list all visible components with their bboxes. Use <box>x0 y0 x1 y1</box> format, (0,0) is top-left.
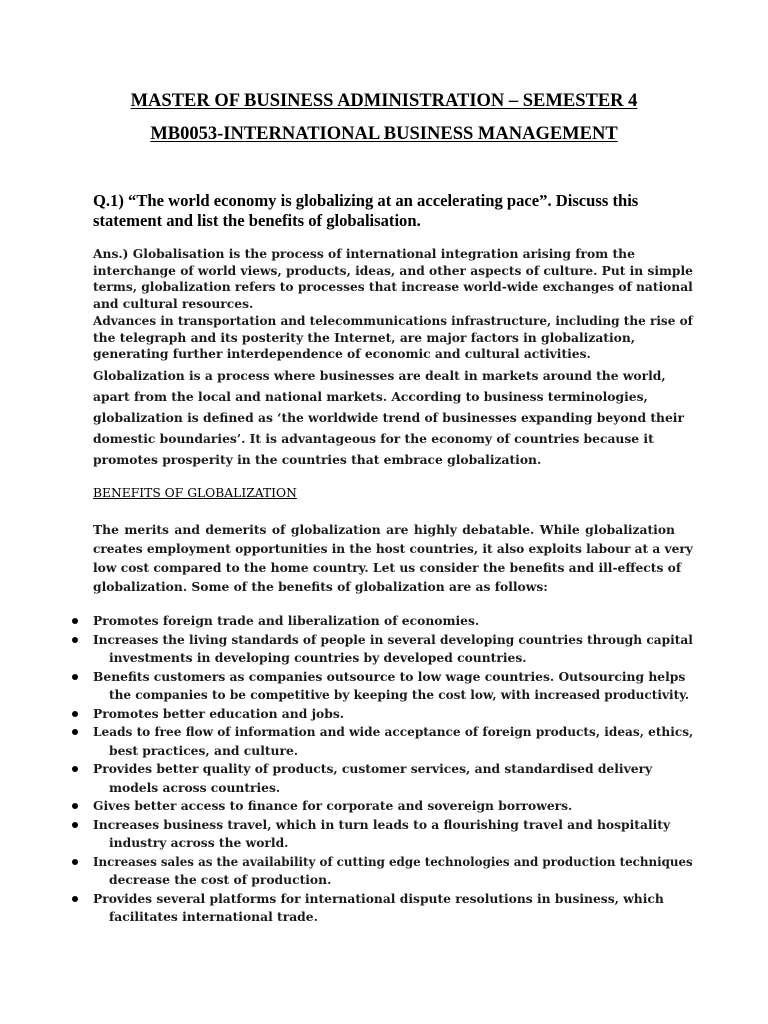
paragraph-line: globalization is defined as ‘the worldwide trend of businesses expanding beyond their <box>93 410 684 425</box>
list-item-text: best practices, and culture. <box>109 742 299 758</box>
paragraph-line: the telegraph and its posterity the Internet, are major factors in globalization, <box>93 329 636 345</box>
bullet-icon <box>72 674 78 680</box>
paragraph-line: generating further interdependence of economic and cultural activities. <box>93 346 591 362</box>
list-item-text: Provides several platforms for international dispute resolutions in business, which <box>93 890 664 906</box>
paragraph-line: globalization. Some of the benefits of globalization are as follows: <box>93 579 548 594</box>
list-item-text: Benefits customers as companies outsource to low wage countries. Outsourcing helps <box>93 668 686 684</box>
bullet-icon <box>72 766 78 772</box>
list-item-text: Promotes better education and jobs. <box>93 705 345 721</box>
list-item <box>70 816 715 853</box>
list-item-text: Increases sales as the availability of cutting edge technologies and production techniques <box>93 853 693 869</box>
paragraph-line: Ans.) Globalisation is the process of international integration arising from the <box>93 246 635 261</box>
bullet-icon <box>72 729 78 735</box>
list-item-text: Gives better access to finance for corporate and sovereign borrowers. <box>93 798 573 813</box>
paragraph-line: domestic boundaries’. It is advantageous for the economy of countries because it <box>93 431 654 446</box>
bullet-icon <box>72 859 78 865</box>
list-item-text: models across countries. <box>109 779 281 795</box>
list-item-text: facilitates international trade. <box>109 909 318 924</box>
list-item-text: decrease the cost of production. <box>109 872 332 887</box>
list-item <box>70 723 715 760</box>
bullet-icon <box>72 896 78 902</box>
list-item-text: the companies to be competitive by keeping the cost low, with increased productivity. <box>109 687 690 702</box>
list-item <box>70 705 715 724</box>
list-item <box>70 890 715 927</box>
list-item-text: Increases the living standards of people in several developing countries through capital <box>93 631 693 647</box>
list-item-text: Increases business travel, which in turn leads to a flourishing travel and hospitality <box>93 816 671 832</box>
list-item <box>70 612 715 631</box>
paragraph-line: The merits and demerits of globalization are highly debatable. While globalization <box>93 522 675 537</box>
paragraph-line: promotes prosperity in the countries that embrace globalization. <box>93 452 542 467</box>
list-item <box>70 853 715 890</box>
list-item <box>70 668 715 705</box>
benefits-heading: BENEFITS OF GLOBALIZATION <box>93 486 297 500</box>
bullet-icon <box>72 822 78 828</box>
list-item-text: Promotes foreign trade and liberalization of economies. <box>93 613 480 628</box>
answer-paragraph-3 <box>93 365 693 470</box>
bullet-icon <box>72 637 78 643</box>
document-title: MASTER OF BUSINESS ADMINISTRATION – SEMESTER 4 <box>130 91 638 111</box>
list-item <box>70 797 715 816</box>
merits-paragraph <box>93 520 693 596</box>
answer-paragraph-1 <box>93 246 693 313</box>
paragraph-line: apart from the local and national markets. According to business terminologies, <box>93 389 648 404</box>
bullet-icon <box>72 803 78 809</box>
list-item <box>70 631 715 668</box>
paragraph-line: low cost compared to the home country. Let us consider the benefits and ill-effects of <box>93 560 682 575</box>
paragraph-line: and cultural resources. <box>93 296 254 312</box>
paragraph-line: terms, globalization refers to processes that increase world-wide exchanges of national <box>93 279 693 295</box>
bullet-icon <box>72 711 78 717</box>
question-1: Q.1) “The world economy is globalizing at an accelerating pace”. Discuss this statement and list the benefits of globalisation. <box>93 191 639 230</box>
paragraph-line: creates employment opportunities in the host countries, it also exploits labour at a very <box>93 541 693 556</box>
course-title: MB0053-INTERNATIONAL BUSINESS MANAGEMENT <box>150 124 618 144</box>
list-item-text: industry across the world. <box>109 835 289 850</box>
paragraph-line: interchange of world views, products, ideas, and other aspects of culture. Put in simple <box>93 262 693 278</box>
list-item-text: investments in developing countries by developed countries. <box>109 650 527 665</box>
paragraph-line: Advances in transportation and telecommunications infrastructure, including the rise of <box>93 313 693 328</box>
benefits-list <box>70 612 715 927</box>
list-item-text: Provides better quality of products, customer services, and standardised delivery <box>93 761 653 776</box>
answer-paragraph-2 <box>93 313 693 363</box>
list-item-text: Leads to free flow of information and wide acceptance of foreign products, ideas, ethics, <box>93 724 694 739</box>
paragraph-line: Globalization is a process where businesses are dealt in markets around the world, <box>93 368 666 383</box>
list-item <box>70 760 715 797</box>
bullet-icon <box>72 618 78 624</box>
